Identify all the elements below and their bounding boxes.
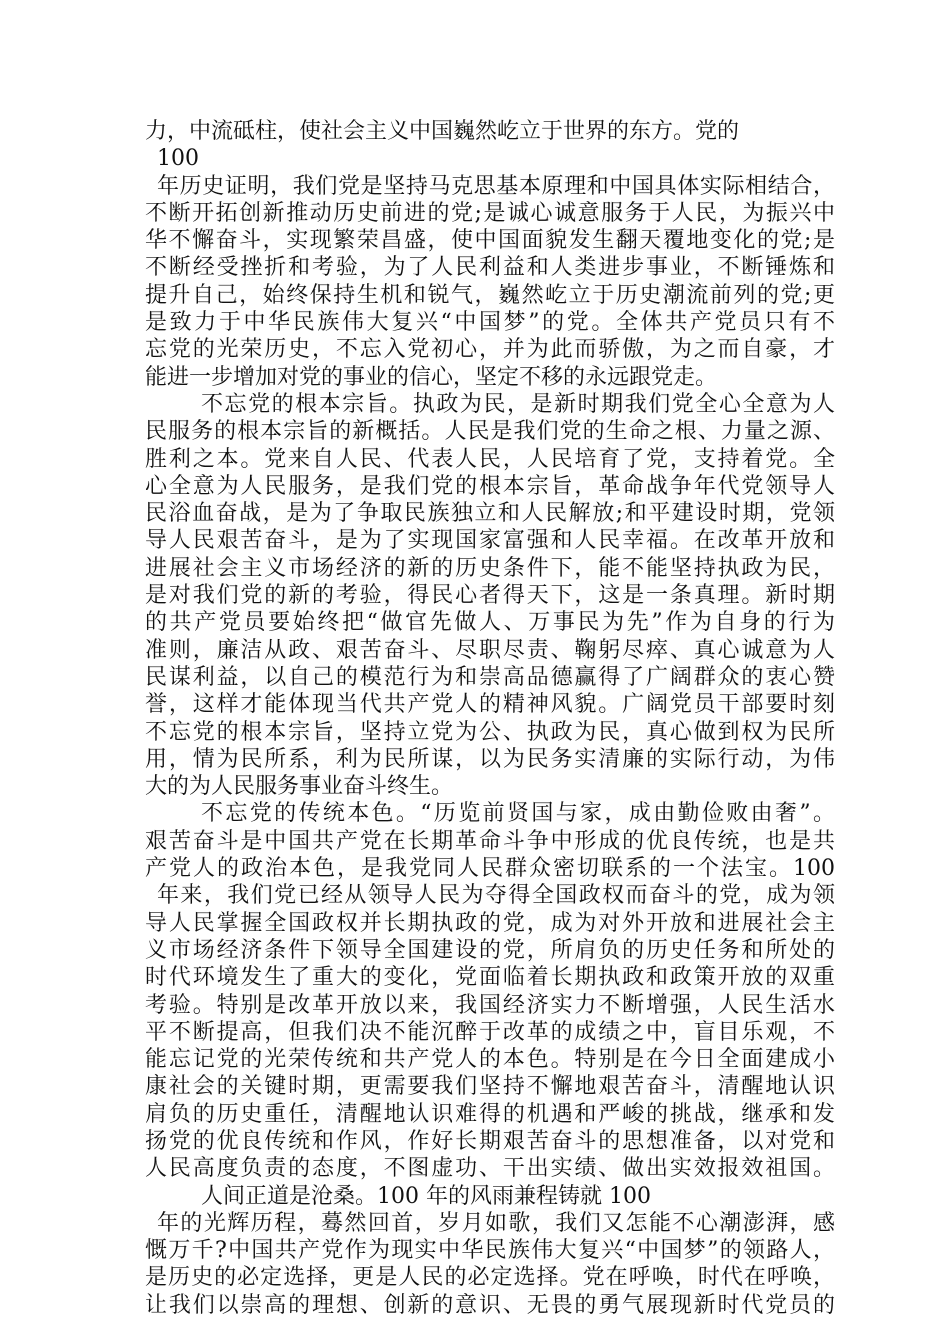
document-body	[145, 118, 835, 1319]
text-line: 平不断提高，但我们决不能沉醉于改革的成绩之中，盲目乐观，不	[145, 1019, 835, 1045]
text-line: 是致力于中华民族伟大复兴“中国梦”的党。全体共产党员只有不	[145, 310, 835, 336]
text-line: 誉，这样才能体现当代共产党人的精神风貌。广阔党员干部要时刻	[145, 692, 835, 718]
text-line: 产党人的政治本色，是我党同人民群众密切联系的一个法宝。100	[145, 856, 835, 882]
text-line: 力，中流砥柱，使社会主义中国巍然屹立于世界的东方。党的	[145, 119, 740, 144]
text-line: 肩负的历史重任，清醒地认识难得的机遇和严峻的挑战，继承和发	[145, 1101, 835, 1127]
text-line: 义市场经济条件下领导全国建设的党，所肩负的历史任务和所处的	[145, 937, 835, 963]
text-line: 民服务的根本宗旨的新概括。人民是我们党的生命之根、力量之源、	[145, 419, 835, 445]
text-line: 能进一步增加对党的事业的信心，坚定不移的永远跟党走。	[145, 364, 718, 390]
text-line: 民谋利益，以自己的模范行为和崇高品德赢得了广阔群众的衷心赞	[145, 664, 835, 690]
text-line: 考验。特别是改革开放以来，我国经济实力不断增强，人民生活水	[145, 992, 835, 1018]
text-line: 不断经受挫折和考验，为了人民利益和人类进步事业，不断锤炼和	[145, 255, 835, 281]
text-line: 大的为人民服务事业奋斗终生。	[145, 774, 454, 800]
text-line: 不断开拓创新推动历史前进的党;是诚心诚意服务于人民，为振兴中	[145, 200, 835, 226]
text-line: 慨万千?中国共产党作为现实中华民族伟大复兴“中国梦”的领路人，	[145, 1238, 835, 1264]
text-line: 能忘记党的光荣传统和共产党人的本色。特别是在今日全面建成小	[145, 1047, 835, 1073]
text-line: 100	[157, 146, 199, 172]
text-line: 人民高度负责的态度，不图虚功、干出实绩、做出实效报效祖国。	[145, 1156, 835, 1182]
text-line: 康社会的关键时期，更需要我们坚持不懈地艰苦奋斗，清醒地认识	[145, 1074, 835, 1100]
text-line: 不忘党的根本宗旨。执政为民，是新时期我们党全心全意为人	[201, 391, 835, 417]
text-line: 导人民艰苦奋斗，是为了实现国家富强和人民幸福。在改革开放和	[145, 528, 835, 554]
text-line: 忘党的光荣历史，不忘入党初心，并为此而骄傲，为之而自豪，才	[145, 337, 835, 363]
text-line: 心全意为人民服务，是我们党的根本宗旨，革命战争年代党领导人	[145, 473, 835, 499]
text-line: 是历史的必定选择，更是人民的必定选择。党在呼唤，时代在呼唤，	[145, 1265, 835, 1291]
text-line: 年历史证明，我们党是坚持马克思基本原理和中国具体实际相结合，	[157, 173, 835, 199]
text-line: 扬党的优良传统和作风，作好长期艰苦奋斗的思想准备，以对党和	[145, 1128, 835, 1154]
text-line: 时代环境发生了重大的变化，党面临着长期执政和政策开放的双重	[145, 965, 835, 991]
text-line: 华不懈奋斗，实现繁荣昌盛，使中国面貌发生翻天覆地变化的党;是	[145, 228, 835, 254]
text-line: 的共产党员要始终把“做官先做人、万事民为先”作为自身的行为	[145, 610, 835, 636]
text-line: 胜利之本。党来自人民、代表人民，人民培育了党，支持着党。全	[145, 446, 835, 472]
text-line: 导人民掌握全国政权并长期执政的党，成为对外开放和进展社会主	[145, 910, 835, 936]
text-line: 准则，廉洁从政、艰苦奋斗、尽职尽责、鞠躬尽瘁、真心诚意为人	[145, 637, 835, 663]
text-line: 年的光辉历程，蓦然回首，岁月如歌，我们又怎能不心潮澎湃，感	[157, 1210, 835, 1236]
text-line: 艰苦奋斗是中国共产党在长期革命斗争中形成的优良传统，也是共	[145, 828, 835, 854]
text-line: 提升自己，始终保持生机和锐气，巍然屹立于历史潮流前列的党;更	[145, 282, 835, 308]
text-line: 用，情为民所系，利为民所谋，以为民务实清廉的实际行动，为伟	[145, 746, 835, 772]
text-line: 民浴血奋战，是为了争取民族独立和人民解放;和平建设时期，党领	[145, 501, 835, 527]
text-line: 进展社会主义市场经济的新的历史条件下，能不能坚持执政为民，	[145, 555, 835, 581]
text-line: 不忘党的传统本色。“历览前贤国与家，成由勤俭败由奢”。	[201, 801, 835, 827]
text-line: 年来，我们党已经从领导人民为夺得全国政权而奋斗的党，成为领	[157, 883, 835, 909]
text-line: 人间正道是沧桑。100 年的风雨兼程铸就 100	[201, 1183, 651, 1209]
text-line: 是对我们党的新的考验，得民心者得天下，这是一条真理。新时期	[145, 583, 835, 609]
text-line: 让我们以崇高的理想、创新的意识、无畏的勇气展现新时代党员的	[145, 1292, 835, 1318]
text-line: 不忘党的根本宗旨，坚持立党为公、执政为民，真心做到权为民所	[145, 719, 835, 745]
